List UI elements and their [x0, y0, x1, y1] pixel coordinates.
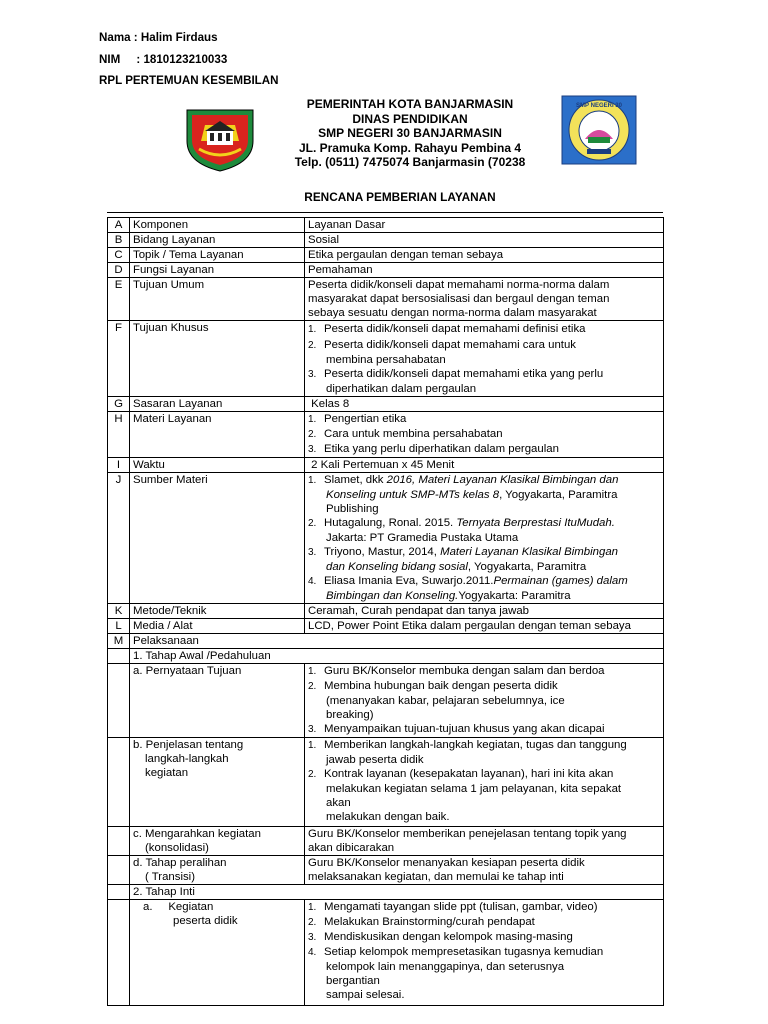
title-divider — [107, 212, 663, 213]
reference-continuation — [308, 560, 660, 574]
row-code: K — [108, 604, 130, 619]
list-number: 1. — [308, 475, 317, 486]
list-number: 3. — [308, 547, 317, 558]
list-number: 1. — [308, 414, 317, 425]
table-row — [108, 233, 664, 248]
row-code: D — [108, 263, 130, 278]
list-number: 3. — [308, 932, 317, 943]
list-text: Memberikan langkah-langkah kegiatan, tugas dan tanggung — [324, 739, 627, 751]
row-value — [305, 412, 664, 458]
table-row — [108, 738, 664, 827]
table-row — [108, 619, 664, 634]
list-text: Kontrak layanan (kesepakatan layanan), hari ini kita akan — [324, 768, 614, 780]
row-label: Sumber Materi — [130, 473, 305, 604]
reference-item — [308, 473, 660, 488]
list-number: 2. — [308, 681, 317, 692]
list-item — [308, 722, 660, 737]
reference-title: Ternyata Berprestasi ItuMudah. — [456, 517, 615, 529]
step-label-line: kegiatan — [145, 767, 189, 779]
list-text: Mengamati tayangan slide ppt (tulisan, gambar, video) — [324, 901, 598, 913]
list-item — [308, 945, 660, 960]
list-text: membina persahabatan — [326, 354, 446, 366]
reference-title: Konseling untuk SMP-MTs kelas 8 — [326, 489, 500, 501]
list-item — [308, 664, 660, 679]
text-line: Guru BK/Konselor memberikan penejelasan tentang topik yang — [308, 828, 627, 840]
row-value: Pemahaman — [305, 263, 664, 278]
table-row — [108, 321, 664, 397]
table-row — [108, 263, 664, 278]
list-number: 1. — [308, 740, 317, 751]
row-label: Waktu — [130, 458, 305, 473]
list-number: 4. — [308, 947, 317, 958]
list-text: Peserta didik/konseli dapat memahami etika yang perlu — [324, 368, 604, 380]
letterhead-line: PEMERINTAH KOTA BANJARMASIN — [306, 97, 514, 111]
smp-negeri-30-emblem-logo — [561, 95, 637, 169]
list-item — [308, 412, 660, 427]
table-row — [108, 248, 664, 263]
step-content — [305, 664, 664, 738]
list-text: akan — [326, 797, 351, 809]
step-label-line: d. Tahap peralihan — [133, 857, 227, 869]
text-line: sebaya sesuatu dengan norma-norma dalam masyarakat — [308, 307, 597, 319]
reference-author: Eliasa Imania Eva, Suwarjo.2011. — [324, 575, 494, 587]
stage-heading: 2. Tahap Inti — [130, 885, 664, 900]
reference-author: Hutagalung, Ronal. 2015. — [324, 517, 457, 529]
table-row — [108, 412, 664, 458]
row-code: B — [108, 233, 130, 248]
stage-heading: 1. Tahap Awal /Pedahuluan — [130, 649, 664, 664]
list-number: 1. — [308, 324, 317, 335]
step-label: a. Pernyataan Tujuan — [130, 664, 305, 738]
emblem-text: SMP NEGERI 30 — [576, 103, 622, 109]
list-text: diperhatikan dalam pergaulan — [326, 383, 477, 395]
row-value: Kelas 8 — [305, 397, 664, 412]
row-label: Tujuan Khusus — [130, 321, 305, 397]
step-label-line: (konsolidasi) — [145, 842, 209, 854]
row-code: L — [108, 619, 130, 634]
letterhead-line: SMP NEGERI 30 BANJARMASIN — [318, 126, 502, 141]
row-label: Materi Layanan — [130, 412, 305, 458]
reference-continuation — [308, 589, 660, 603]
row-code: A — [108, 218, 130, 233]
reference-title: Materi Layanan Klasikal Bimbingan — [440, 546, 618, 558]
list-item — [308, 738, 660, 753]
table-row — [108, 664, 664, 738]
row-label: Bidang Layanan — [130, 233, 305, 248]
row-label: Media / Alat — [130, 619, 305, 634]
table-row — [108, 397, 664, 412]
row-code: F — [108, 321, 130, 397]
step-label — [130, 827, 305, 856]
reference-author: Slamet, dkk — [324, 474, 387, 486]
text-line: akan dibicarakan — [308, 842, 395, 854]
session-label: RPL PERTEMUAN KESEMBILAN — [99, 74, 279, 87]
row-code: E — [108, 278, 130, 321]
reference-title: dan Konseling bidang sosial — [326, 561, 468, 573]
reference-item — [308, 516, 660, 531]
table-row — [108, 458, 664, 473]
step-content — [305, 738, 664, 827]
list-text: Melakukan Brainstorming/curah pendapat — [324, 916, 535, 928]
banjarmasin-crest-logo — [183, 107, 257, 177]
list-text: Cara untuk membina persahabatan — [324, 428, 503, 440]
row-value: LCD, Power Point Etika dalam pergaulan dengan teman sebaya — [305, 619, 664, 634]
list-text: bergantian — [326, 975, 380, 987]
text-line: masyarakat dapat bersosialisasi dan bergaul dengan teman — [308, 293, 610, 305]
list-number: 3. — [308, 724, 317, 735]
row-code: I — [108, 458, 130, 473]
list-number: 2. — [308, 518, 317, 529]
row-label: Komponen — [130, 218, 305, 233]
reference-item — [308, 574, 660, 589]
reference-publisher: Yogyakarta: Paramitra — [458, 590, 571, 602]
table-row — [108, 278, 664, 321]
student-nim: NIM : 1810123210033 — [99, 53, 228, 66]
table-row — [108, 473, 664, 604]
list-text: Membina hubungan baik dengan peserta didik — [324, 680, 558, 692]
row-label: Pelaksanaan — [130, 634, 664, 649]
list-text: Setiap kelompok mempresetasikan tugasnya kemudian — [324, 946, 604, 958]
table-row — [108, 634, 664, 649]
reference-title: Permainan (games) dalam — [493, 575, 628, 587]
row-label: Fungsi Layanan — [130, 263, 305, 278]
row-label: Sasaran Layanan — [130, 397, 305, 412]
list-text: Pengertian etika — [324, 413, 407, 425]
list-number: 2. — [308, 429, 317, 440]
list-text: Menyampaikan tujuan-tujuan khusus yang akan dicapai — [324, 723, 605, 735]
reference-continuation: Publishing — [326, 503, 379, 515]
list-item — [308, 322, 660, 337]
row-value: 2 Kali Pertemuan x 45 Menit — [305, 458, 664, 473]
list-text: Peserta didik/konseli dapat memahami definisi etika — [324, 323, 586, 335]
list-item — [308, 367, 660, 382]
step-label-line: c. Mengarahkan kegiatan — [133, 828, 261, 840]
row-code: C — [108, 248, 130, 263]
step-label-line: peserta didik — [173, 915, 238, 927]
reference-title: Bimbingan dan Konseling. — [326, 590, 459, 602]
reference-publisher: , Yogyakarta, Paramitra — [499, 489, 618, 501]
row-value — [305, 278, 664, 321]
reference-title: 2016, Materi Layanan Klasikal Bimbingan dan — [386, 474, 619, 486]
list-text: jawab peserta didik — [326, 754, 424, 766]
step-content — [305, 827, 664, 856]
step-label — [130, 856, 305, 885]
list-text: melakukan kegiatan selama 1 jam pelayanan, kita sepakat — [326, 783, 622, 795]
row-code: J — [108, 473, 130, 604]
row-value: Layanan Dasar — [305, 218, 664, 233]
document-title: RENCANA PEMBERIAN LAYANAN — [304, 190, 496, 204]
list-number: 3. — [308, 444, 317, 455]
list-number: 3. — [308, 369, 317, 380]
list-number: 4. — [308, 576, 317, 587]
list-item — [308, 767, 660, 782]
table-row — [108, 649, 664, 664]
list-text: kelompok lain menanggapinya, dan seterusnya — [326, 961, 565, 973]
list-number: 2. — [308, 917, 317, 928]
step-label-line: ( Transisi) — [145, 871, 195, 883]
text-line: Guru BK/Konselor menanyakan kesiapan peserta didik — [308, 857, 585, 869]
step-label-line: a. Kegiatan — [143, 901, 214, 913]
reference-continuation — [308, 488, 660, 502]
list-text: melakukan dengan baik. — [326, 811, 450, 823]
step-label — [130, 738, 305, 827]
student-name: Nama : Halim Firdaus — [99, 31, 218, 44]
step-label — [130, 900, 305, 1006]
row-value: Ceramah, Curah pendapat dan tanya jawab — [305, 604, 664, 619]
list-text: (menanyakan kabar, pelajaran sebelumnya, ice — [326, 695, 565, 707]
row-code: M — [108, 634, 130, 649]
letterhead-line: DINAS PENDIDIKAN — [352, 111, 468, 126]
row-value: Etika pergaulan dengan teman sebaya — [305, 248, 664, 263]
list-item — [308, 442, 660, 457]
service-plan-table — [107, 217, 664, 1006]
row-code: G — [108, 397, 130, 412]
list-text: Guru BK/Konselor membuka dengan salam dan berdoa — [324, 665, 605, 677]
letterhead — [260, 97, 560, 170]
row-label: Metode/Teknik — [130, 604, 305, 619]
table-row — [108, 885, 664, 900]
step-content — [305, 856, 664, 885]
list-text: sampai selesai. — [326, 989, 405, 1001]
table-row — [108, 218, 664, 233]
table-row — [108, 856, 664, 885]
list-number: 2. — [308, 340, 317, 351]
row-value — [305, 321, 664, 397]
list-item — [308, 900, 660, 915]
list-text: breaking) — [326, 709, 374, 721]
step-label-line: b. Penjelasan tentang — [133, 739, 244, 751]
table-row — [108, 604, 664, 619]
row-label: Topik / Tema Layanan — [130, 248, 305, 263]
step-content — [305, 900, 664, 1006]
table-row — [108, 900, 664, 1006]
reference-publisher: , Yogyakarta, Paramitra — [467, 561, 587, 573]
row-value — [305, 473, 664, 604]
text-line: Peserta didik/konseli dapat memahami norma-norma dalam — [308, 279, 610, 291]
list-number: 1. — [308, 902, 317, 913]
list-number: 2. — [308, 769, 317, 780]
list-item — [308, 679, 660, 694]
row-code: H — [108, 412, 130, 458]
list-text: Mendiskusikan dengan kelompok masing-masing — [324, 931, 573, 943]
letterhead-line: JL. Pramuka Komp. Rahayu Pembina 4 — [298, 140, 522, 155]
text-line: melaksanakan kegiatan, dan memulai ke tahap inti — [308, 871, 564, 883]
reference-continuation: Jakarta: PT Gramedia Pustaka Utama — [326, 532, 519, 544]
list-item — [308, 915, 660, 930]
row-label: Tujuan Umum — [130, 278, 305, 321]
table-row — [108, 827, 664, 856]
list-item — [308, 338, 660, 353]
list-item — [308, 427, 660, 442]
letterhead-line: Telp. (0511) 7475074 Banjarmasin (70238 — [294, 155, 526, 170]
step-label-line: langkah-langkah — [145, 753, 229, 765]
list-number: 1. — [308, 666, 317, 677]
list-text: Etika yang perlu diperhatikan dalam pergaulan — [324, 443, 559, 455]
list-text: Peserta didik/konseli dapat memahami cara untuk — [324, 339, 576, 351]
reference-item — [308, 545, 660, 560]
row-value: Sosial — [305, 233, 664, 248]
list-item — [308, 930, 660, 945]
reference-author: Triyono, Mastur, 2014, — [324, 546, 441, 558]
